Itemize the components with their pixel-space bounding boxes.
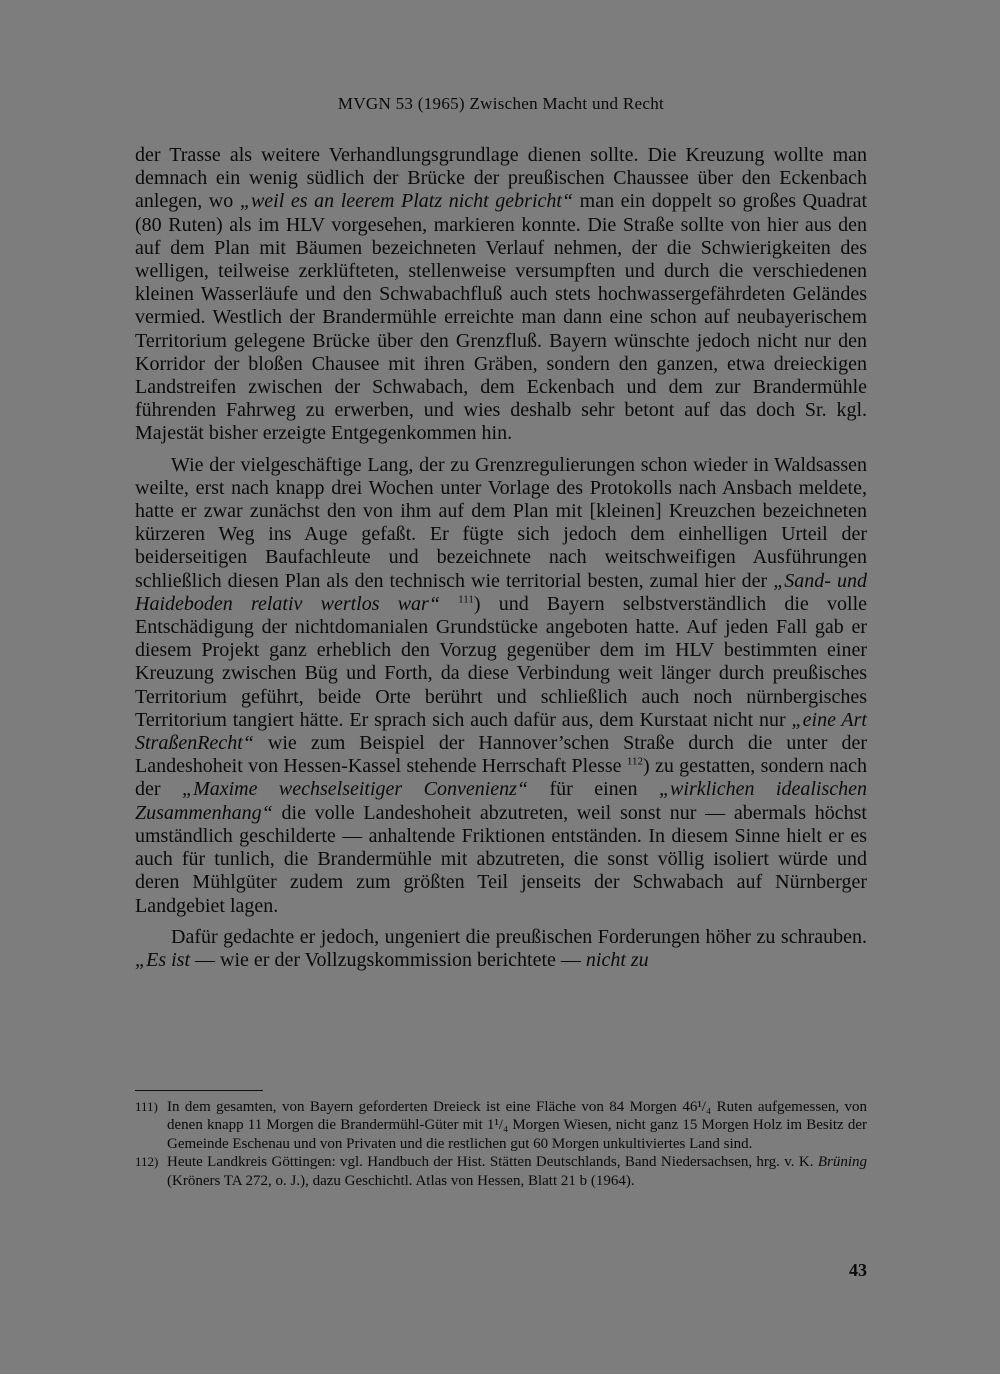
footnote-112 xyxy=(135,1153,867,1190)
text-run: Heute Landkreis Göttingen: vgl. Handbuch der Hist. Stätten Deutschlands, Band Niedersachsen, hrg. v. K. xyxy=(167,1154,818,1171)
text-run: (Kröners TA 272, o. J.), dazu Geschichtl. Atlas von Hessen, Blatt 21 b (1964). xyxy=(167,1172,635,1189)
quotation: nicht zu xyxy=(585,948,649,971)
footnote-text: In dem gesamten, von Bayern geforderten Dreieck ist eine Fläche von 84 Morgen 46¹/₄ Ruten aufgemessen, von denen knapp 11 Morgen die Brandermühl-Güter mit 1¹/₄ Morgen Wiesen, nicht ganz 15 Morgen Holz im Besitz der Gemeinde Eschenau und von Privaten und die restlichen gut 60 Morgen unkultiviertes Land sind. xyxy=(167,1099,867,1152)
text-run: ) und Bayern selbstverständlich die volle Entschädigung der nichtdomanialen Grundstücke angeboten hatte. Auf jeden Fall gab er diesem Projekt ganz erheblich den Vorzug gegenüber dem im HLV bestimmten einer Kreuzung zwischen Büg und Forth, da diese Verbindung weit länger durch preußisches Territorium geführt, beide Orte berührt und schließlich auch noch nürnbergisches Territorium tangiert hätte. Er sprach sich auch dafür aus, dem Kurstaat nicht nur xyxy=(135,592,867,731)
text-run: für einen xyxy=(528,778,659,801)
footnote-number: 112) xyxy=(135,1154,159,1170)
text-run: Wie der vielgeschäftige Lang, der zu Grenzregulierungen schon wieder in Waldsassen weilte, erst nach knapp drei Wochen unter Vorlage des Protokolls nach Ansbach meldete, hatte er zwar zunächst den von ihm auf dem Plan mit [kleinen] Kreuzchen bezeichneten kürzeren Weg ins Auge gefaßt. Er fügte sich jedoch dem einhelligen Urteil der beiderseitigen Baufachleute und bezeichnete nach weitschweifigen Ausführungen schließlich diesen Plan als den technisch wie territorial besten, zumal hier der xyxy=(135,453,867,592)
footnote-ref-111[interactable]: 111 xyxy=(458,593,474,606)
footnotes xyxy=(135,1098,867,1190)
paragraph-2 xyxy=(135,454,867,918)
footnote-divider xyxy=(135,1090,263,1091)
paragraph-1 xyxy=(135,144,867,446)
footnote-111 xyxy=(135,1098,867,1153)
text-run: Dafür gedachte er jedoch, ungeniert die preußischen Forderungen höher zu schrauben. xyxy=(171,925,867,948)
running-header: MVGN 53 (1965) Zwischen Macht und Recht xyxy=(337,94,665,113)
text-run: wie zum Beispiel der Hannover’schen Straße durch die unter der Landeshoheit von Hessen-Kassel stehende Herrschaft Plesse xyxy=(135,732,867,778)
text-run: ) zu gestatten, sondern nach der xyxy=(135,755,868,801)
quotation: „Sand- und Haideboden relativ wertlos war“ xyxy=(135,569,867,615)
quotation: „Es ist xyxy=(135,948,191,971)
quotation: „Maxime wechselseitiger Convenienz“ xyxy=(181,778,529,801)
text-run: — wie er der Vollzugskommission berichtete — xyxy=(190,948,586,971)
quotation: „wirklichen idealischen Zusammenhang“ xyxy=(135,778,867,824)
author-name: Brüning xyxy=(817,1154,867,1171)
text-run: die volle Landeshoheit abzutreten, weil sonst nur — abermals höchst umständlich geschilderte — anhaltende Friktionen entständen. In diesem Sinne hielt er es auch für tunlich, die Brandermühle mit abzutreten, die sonst völlig isoliert würde und deren Mühlgüter zudem zum größten Teil jenseits der Schwabach auf Nürnberger Landgebiet lagen. xyxy=(135,801,867,917)
body-text xyxy=(135,144,867,972)
quotation: „weil es an leerem Platz nicht gebricht“ xyxy=(239,190,574,213)
footnote-ref-112[interactable]: 112 xyxy=(626,755,643,768)
footnote-number: 111) xyxy=(135,1099,158,1114)
paragraph-3 xyxy=(135,926,867,972)
quotation: „eine Art StraßenRecht“ xyxy=(135,708,867,755)
text-run: man ein doppelt so großes Quadrat (80 Ruten) als im HLV vorgesehen, markieren konnte. Die Straße sollte von hier aus den auf dem Plan mit Bäumen bezeichneten Verlauf nehmen, der die Schwierigkeiten des welligen, teilweise zerklüfteten, stellenweise versumpften und durch die verschiedenen kleinen Wasserläufe und den Schwabachfluß auch stets hochwassergefährdeten Geländes vermied. Westlich der Brandermühle erreichte man dann eine schon auf neubayerischem Territorium gelegene Brücke über den Grenzfluß. Bayern wünschte jedoch nicht nur den Korridor der bloßen Chausee mit ihren Gräben, sondern den ganzen, etwa dreieckigen Landstreifen zwischen der Schwabach, dem Eckenbach und dem zur Brandermühle führenden Fahrweg zu erwerben, und wies deshalb sehr betont auf das doch Sr. kgl. Majestät bisher erzeigte Entgegenkommen hin. xyxy=(135,190,867,445)
page-number: 43 xyxy=(849,1260,867,1280)
text-run: der Trasse als weitere Verhandlungsgrundlage dienen sollte. Die Kreuzung wollte man demnach ein wenig südlich der Brücke der preußischen Chaussee über den Eckenbach anlegen, wo xyxy=(135,144,867,213)
footnote-text xyxy=(167,1153,867,1190)
